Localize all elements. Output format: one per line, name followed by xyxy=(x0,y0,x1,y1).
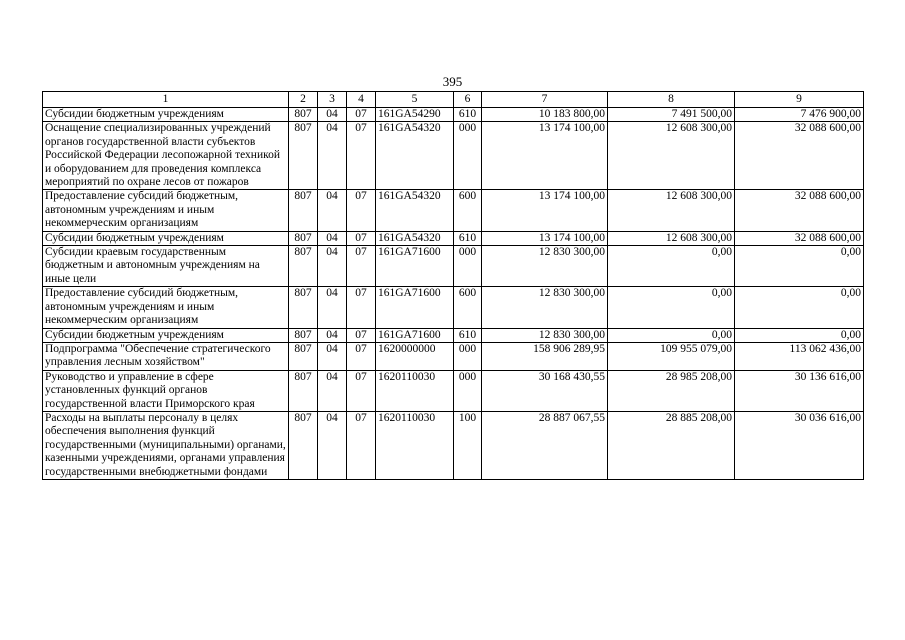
amount-col8-cell: 109 955 079,00 xyxy=(608,342,735,370)
admin-code-cell: 807 xyxy=(289,287,318,328)
header-cell: 2 xyxy=(289,92,318,108)
admin-code-cell: 807 xyxy=(289,342,318,370)
amount-col7-cell: 12 830 300,00 xyxy=(482,328,608,342)
expense-type-cell: 600 xyxy=(454,190,482,231)
amount-col7-cell: 10 183 800,00 xyxy=(482,108,608,122)
expense-type-cell: 000 xyxy=(454,342,482,370)
target-code-cell: 161GA71600 xyxy=(376,246,454,287)
expense-type-cell: 610 xyxy=(454,328,482,342)
item-name-cell: Оснащение специализированных учреждений органов государственной власти субъектов Российской Федерации лесопожарной техникой и оборудованием для проведения комплекса мероприятий по охране лесов от пожаров xyxy=(43,122,289,190)
expense-type-cell: 600 xyxy=(454,287,482,328)
admin-code-cell: 807 xyxy=(289,246,318,287)
amount-col8-cell: 12 608 300,00 xyxy=(608,122,735,190)
amount-col8-cell: 0,00 xyxy=(608,287,735,328)
section-code-cell: 04 xyxy=(318,246,347,287)
section-code-cell: 04 xyxy=(318,328,347,342)
budget-table xyxy=(42,91,864,480)
table-row xyxy=(43,287,864,328)
subsection-code-cell: 07 xyxy=(347,122,376,190)
expense-type-cell: 100 xyxy=(454,411,482,479)
admin-code-cell: 807 xyxy=(289,370,318,411)
section-code-cell: 04 xyxy=(318,287,347,328)
amount-col8-cell: 12 608 300,00 xyxy=(608,231,735,245)
amount-col7-cell: 13 174 100,00 xyxy=(482,122,608,190)
amount-col7-cell: 12 830 300,00 xyxy=(482,287,608,328)
table-row xyxy=(43,411,864,479)
amount-col7-cell: 13 174 100,00 xyxy=(482,231,608,245)
amount-col9-cell: 32 088 600,00 xyxy=(735,231,864,245)
header-cell: 9 xyxy=(735,92,864,108)
subsection-code-cell: 07 xyxy=(347,411,376,479)
amount-col9-cell: 0,00 xyxy=(735,328,864,342)
amount-col8-cell: 0,00 xyxy=(608,246,735,287)
section-code-cell: 04 xyxy=(318,108,347,122)
admin-code-cell: 807 xyxy=(289,190,318,231)
item-name-cell: Предоставление субсидий бюджетным, автономным учреждениям и иным некоммерческим организациям xyxy=(43,287,289,328)
subsection-code-cell: 07 xyxy=(347,108,376,122)
item-name-cell: Субсидии бюджетным учреждениям xyxy=(43,328,289,342)
amount-col7-cell: 30 168 430,55 xyxy=(482,370,608,411)
amount-col9-cell: 32 088 600,00 xyxy=(735,122,864,190)
section-code-cell: 04 xyxy=(318,231,347,245)
header-cell: 6 xyxy=(454,92,482,108)
section-code-cell: 04 xyxy=(318,342,347,370)
page-number: 395 xyxy=(442,74,463,89)
amount-col8-cell: 28 985 208,00 xyxy=(608,370,735,411)
header-cell: 4 xyxy=(347,92,376,108)
amount-col7-cell: 12 830 300,00 xyxy=(482,246,608,287)
amount-col8-cell: 28 885 208,00 xyxy=(608,411,735,479)
header-row xyxy=(43,92,864,108)
expense-type-cell: 000 xyxy=(454,122,482,190)
expense-type-cell: 000 xyxy=(454,370,482,411)
target-code-cell: 161GA54320 xyxy=(376,122,454,190)
target-code-cell: 1620110030 xyxy=(376,411,454,479)
item-name-cell: Субсидии краевым государственным бюджетным и автономным учреждениям на иные цели xyxy=(43,246,289,287)
amount-col9-cell: 7 476 900,00 xyxy=(735,108,864,122)
target-code-cell: 161GA54320 xyxy=(376,231,454,245)
section-code-cell: 04 xyxy=(318,411,347,479)
header-cell: 7 xyxy=(482,92,608,108)
target-code-cell: 161GA71600 xyxy=(376,287,454,328)
item-name-cell: Расходы на выплаты персоналу в целях обеспечения выполнения функций государственными (муниципальными) органами, казенными учреждениями, органами управления государственными внебюджетными фондами xyxy=(43,411,289,479)
admin-code-cell: 807 xyxy=(289,411,318,479)
amount-col9-cell: 30 136 616,00 xyxy=(735,370,864,411)
section-code-cell: 04 xyxy=(318,122,347,190)
subsection-code-cell: 07 xyxy=(347,328,376,342)
target-code-cell: 1620110030 xyxy=(376,370,454,411)
amount-col7-cell: 28 887 067,55 xyxy=(482,411,608,479)
expense-type-cell: 000 xyxy=(454,246,482,287)
amount-col9-cell: 30 036 616,00 xyxy=(735,411,864,479)
subsection-code-cell: 07 xyxy=(347,246,376,287)
table-row xyxy=(43,328,864,342)
table-row xyxy=(43,342,864,370)
subsection-code-cell: 07 xyxy=(347,190,376,231)
amount-col8-cell: 7 491 500,00 xyxy=(608,108,735,122)
target-code-cell: 161GA54290 xyxy=(376,108,454,122)
subsection-code-cell: 07 xyxy=(347,370,376,411)
header-cell: 1 xyxy=(43,92,289,108)
table-row xyxy=(43,246,864,287)
item-name-cell: Субсидии бюджетным учреждениям xyxy=(43,108,289,122)
admin-code-cell: 807 xyxy=(289,108,318,122)
item-name-cell: Предоставление субсидий бюджетным, автономным учреждениям и иным некоммерческим организациям xyxy=(43,190,289,231)
amount-col9-cell: 0,00 xyxy=(735,287,864,328)
amount-col7-cell: 158 906 289,95 xyxy=(482,342,608,370)
admin-code-cell: 807 xyxy=(289,122,318,190)
header-cell: 8 xyxy=(608,92,735,108)
subsection-code-cell: 07 xyxy=(347,231,376,245)
section-code-cell: 04 xyxy=(318,190,347,231)
item-name-cell: Подпрограмма "Обеспечение стратегического управления лесным хозяйством" xyxy=(43,342,289,370)
amount-col9-cell: 113 062 436,00 xyxy=(735,342,864,370)
expense-type-cell: 610 xyxy=(454,108,482,122)
header-cell: 5 xyxy=(376,92,454,108)
table-row xyxy=(43,231,864,245)
amount-col8-cell: 12 608 300,00 xyxy=(608,190,735,231)
target-code-cell: 161GA54320 xyxy=(376,190,454,231)
target-code-cell: 161GA71600 xyxy=(376,328,454,342)
table-row xyxy=(43,108,864,122)
table-row xyxy=(43,122,864,190)
header-cell: 3 xyxy=(318,92,347,108)
subsection-code-cell: 07 xyxy=(347,287,376,328)
item-name-cell: Субсидии бюджетным учреждениям xyxy=(43,231,289,245)
section-code-cell: 04 xyxy=(318,370,347,411)
admin-code-cell: 807 xyxy=(289,231,318,245)
table-row xyxy=(43,370,864,411)
table-row xyxy=(43,190,864,231)
amount-col8-cell: 0,00 xyxy=(608,328,735,342)
target-code-cell: 1620000000 xyxy=(376,342,454,370)
item-name-cell: Руководство и управление в сфере установленных функций органов государственной власти Приморского края xyxy=(43,370,289,411)
expense-type-cell: 610 xyxy=(454,231,482,245)
amount-col9-cell: 32 088 600,00 xyxy=(735,190,864,231)
admin-code-cell: 807 xyxy=(289,328,318,342)
amount-col7-cell: 13 174 100,00 xyxy=(482,190,608,231)
amount-col9-cell: 0,00 xyxy=(735,246,864,287)
subsection-code-cell: 07 xyxy=(347,342,376,370)
